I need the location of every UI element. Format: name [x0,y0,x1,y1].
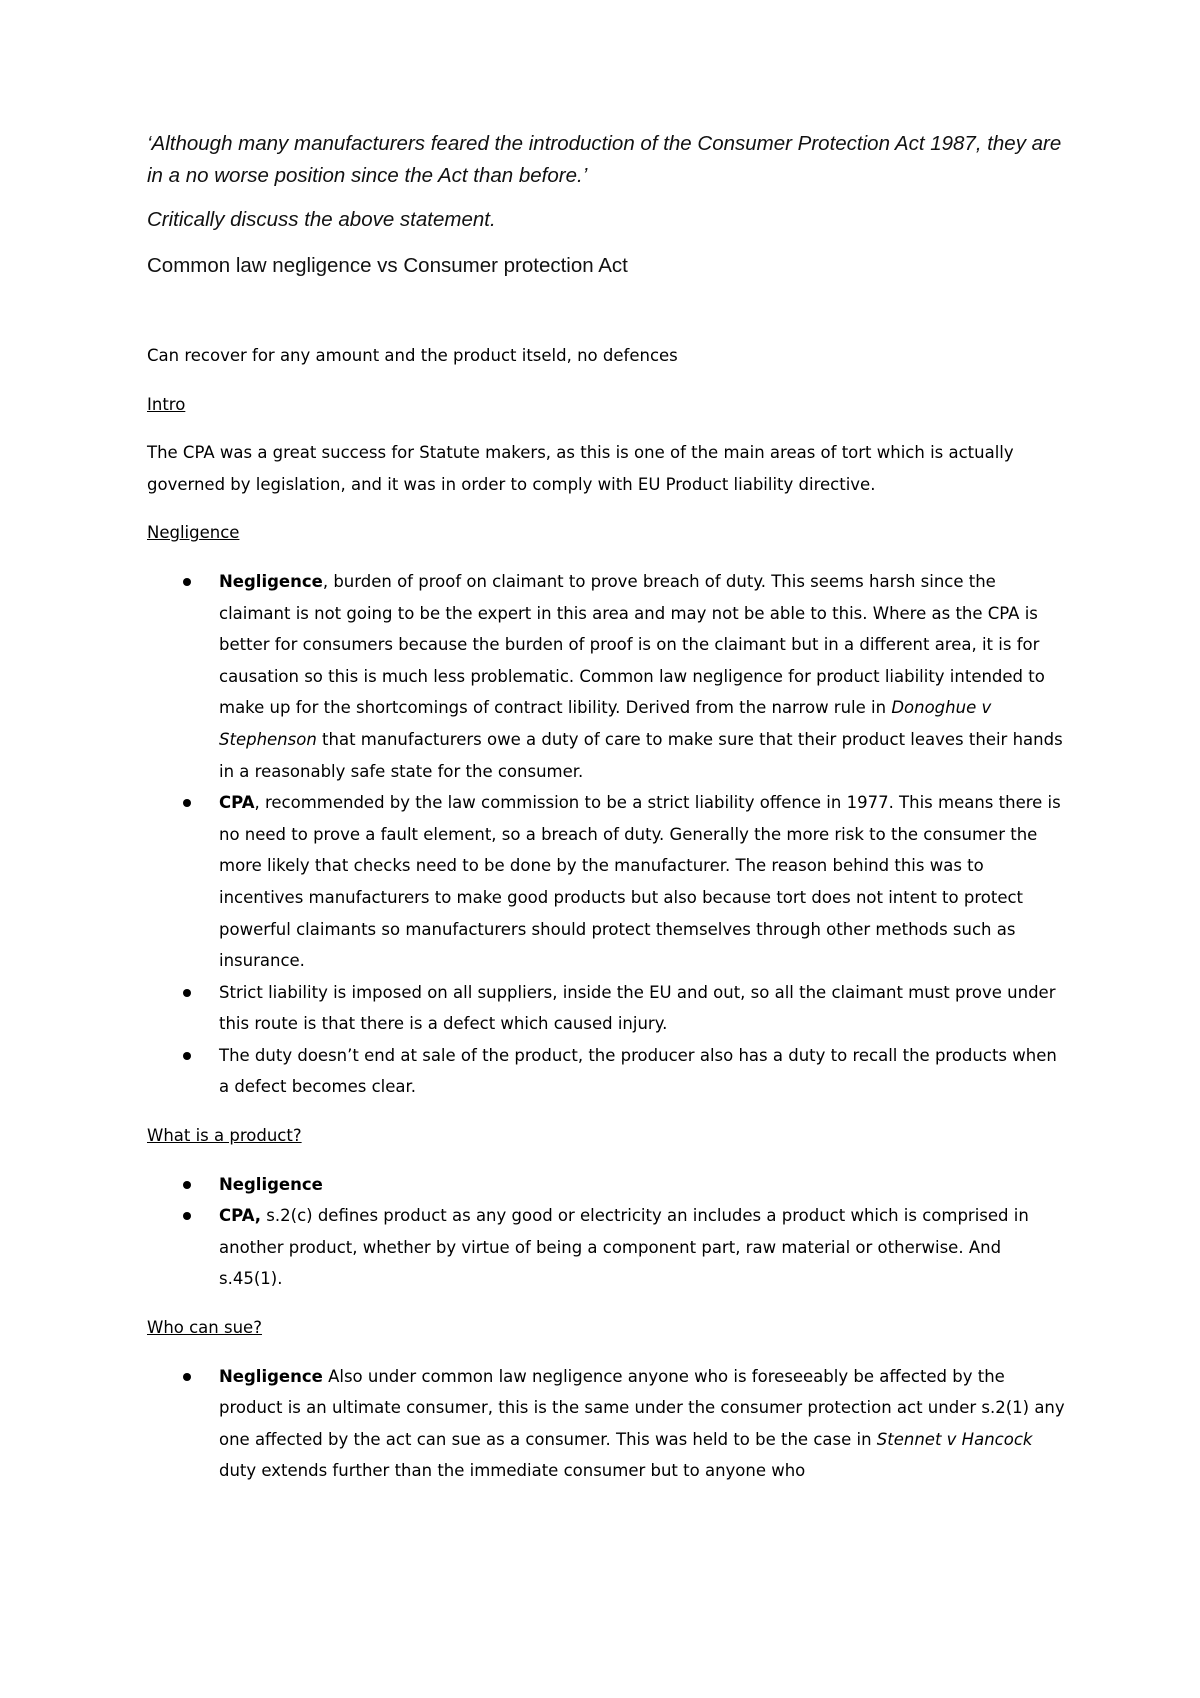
bullet-text: Strict liability is imposed on all suppliers, inside the EU and out, so all the claimant must prove under this route is that there is a defect which caused injury. [219,982,1056,1034]
bullet-text: , recommended by the law commission to be a strict liability offence in 1977. This means there is no need to prove a fault element, so a breach of duty. Generally the more risk to the consumer the more likely that checks need to be done by the manufacturer. The reason behind this was to incentives manufacturers to make good products but also because tort does not intent to protect powerful claimants so manufacturers should protect themselves through other methods such as insurance. [219,793,1061,971]
bullet-icon [183,799,191,807]
term-negligence: Negligence [219,1174,323,1194]
heading-negligence: Negligence [147,523,240,543]
bullet-icon [183,1181,191,1189]
bullet-text: s.2(c) defines product as any good or electricity an includes a product which is comprised in another product, whether by virtue of being a component part, raw material or otherwise. And s.45(1). [219,1206,1029,1289]
list-item [147,566,1067,787]
term-cpa: CPA, [219,1206,262,1226]
list-item [147,1169,1067,1201]
case-name: Stennet v Hancock [876,1429,1033,1449]
bullet-icon [183,989,191,997]
essay-subject: Common law negligence vs Consumer protection Act [147,254,628,277]
heading-what-is-product: What is a product? [147,1126,302,1146]
product-list [147,1169,1067,1295]
list-item [147,1040,1067,1103]
bullet-icon [183,1212,191,1220]
bullet-icon [183,1052,191,1060]
bullet-text: Also under common law negligence anyone who is foreseeably be affected by the product is an ultimate consumer, this is the same under the consumer protection act under s.2(1) any one affected by the act can sue as a consumer. This was held to be the case in [219,1366,1065,1449]
heading-intro: Intro [147,394,186,414]
list-item [147,787,1067,977]
bullet-text: The duty doesn’t end at sale of the product, the producer also has a duty to recall the products when a defect becomes clear. [219,1045,1057,1097]
term-negligence: Negligence [219,1366,323,1386]
bullet-icon [183,1373,191,1381]
term-negligence: Negligence [219,571,323,591]
negligence-list [147,566,1067,1103]
case-name: Donoghue v Stephenson [219,698,992,749]
term-cpa: CPA [219,793,255,813]
list-item [147,1200,1067,1295]
heading-who-can-sue: Who can sue? [147,1318,262,1338]
intro-paragraph: The CPA was a great success for Statute makers, as this is one of the main areas of tort which is actually governed by legislation, and it was in order to comply with EU Product liability directive. [147,443,1014,494]
list-item [147,977,1067,1040]
summary-note: Can recover for any amount and the product itseld, no defences [147,346,678,365]
bullet-icon [183,578,191,586]
essay-body [147,340,1067,1487]
essay-question: ‘Although many manufacturers feared the introduction of the Consumer Protection Act 1987, they are in a no worse position since the Act than before.’ [147,132,1062,187]
document-content [147,128,1067,1504]
list-item [147,1361,1067,1487]
bullet-text: , burden of proof on claimant to prove breach of duty. This seems harsh since the claimant is not going to be the expert in this area and may not be able to this. Where as the CPA is better for consumers because the burden of proof is on the claimant but in a different area, it is for causation so this is much less problematic. Common law negligence for product liability intended to make up for the shortcomings of contract libility. Derived from the narrow rule in [219,571,1045,718]
sue-list [147,1361,1067,1487]
bullet-text: that manufacturers owe a duty of care to make sure that their product leaves their hands in a reasonably safe state for the consumer. [219,729,1063,781]
bullet-text: duty extends further than the immediate consumer but to anyone who [219,1461,806,1481]
essay-instruction: Critically discuss the above statement. [147,208,496,231]
